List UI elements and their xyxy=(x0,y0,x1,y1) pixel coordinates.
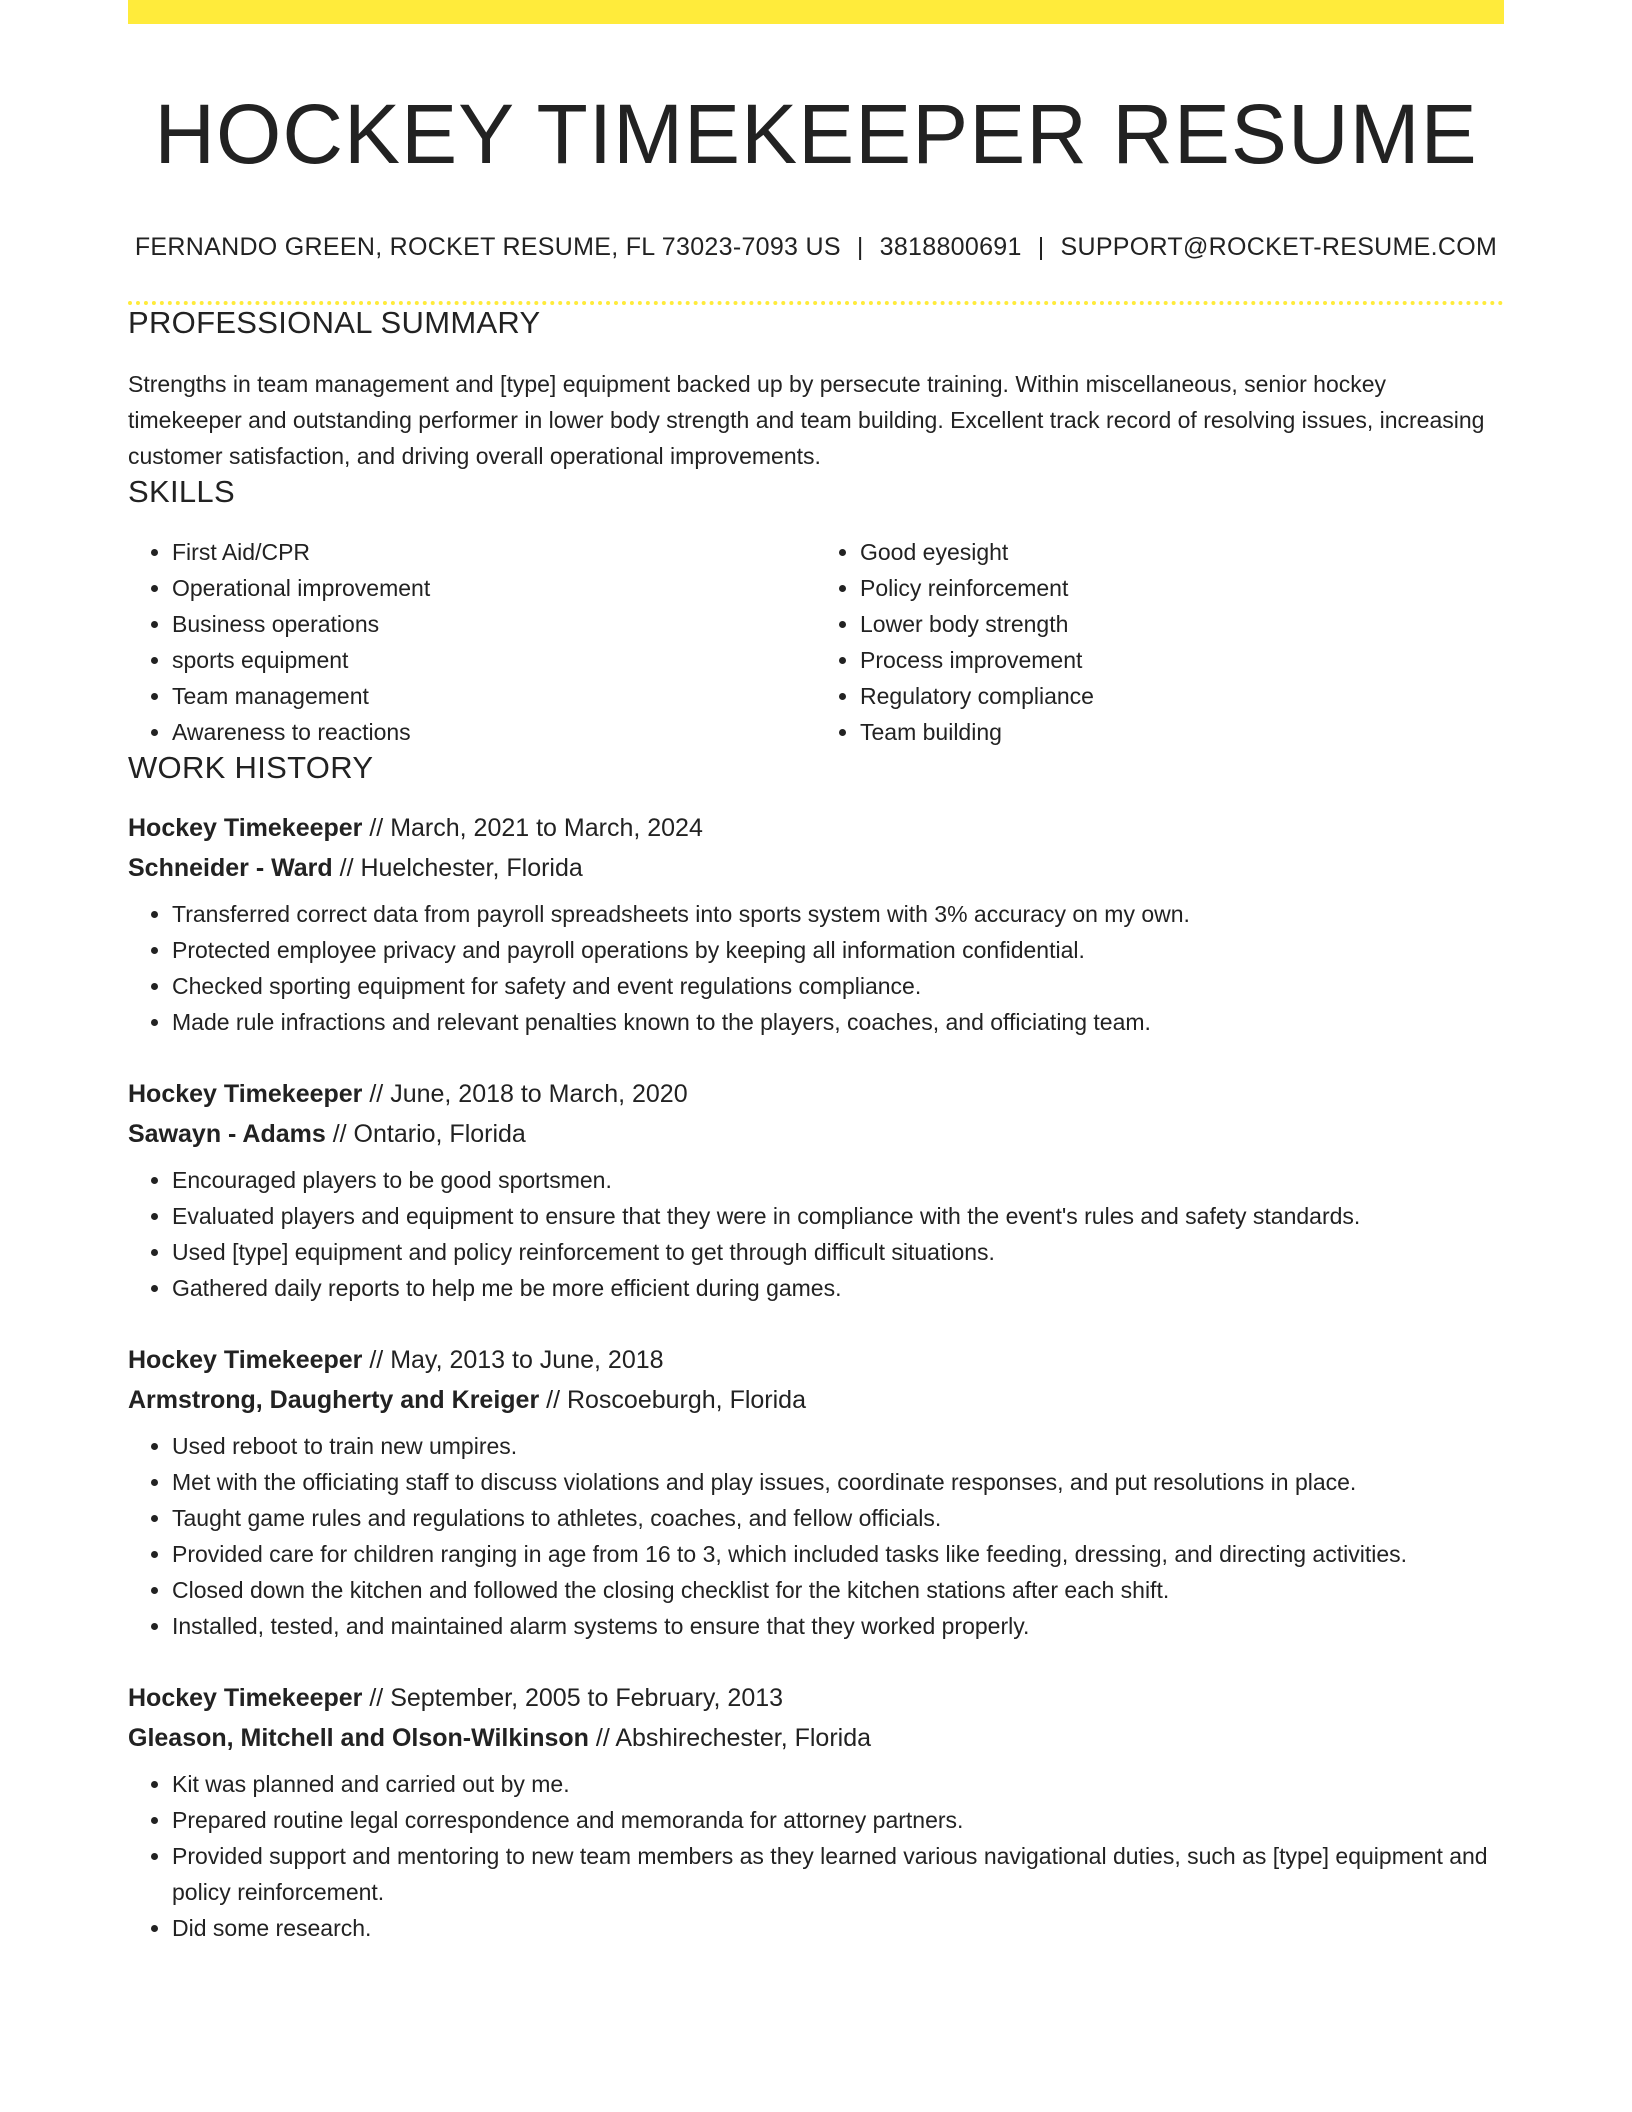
job-bullet: • Kit was planned and carried out by me. xyxy=(172,1766,1504,1802)
contact-email: SUPPORT@ROCKET-RESUME.COM xyxy=(1060,233,1498,261)
job-title: Hockey Timekeeper xyxy=(128,1346,363,1374)
job-dates: // June, 2018 to March, 2020 xyxy=(362,1080,688,1108)
job-company-line xyxy=(128,848,1504,888)
job-bullet: • Checked sporting equipment for safety and event regulations compliance. xyxy=(172,968,1504,1004)
job-company-line xyxy=(128,1718,1504,1758)
job-company: Gleason, Mitchell and Olson-Wilkinson xyxy=(128,1724,589,1752)
job-dates: // May, 2013 to June, 2018 xyxy=(362,1346,664,1374)
job-bullet: • Encouraged players to be good sportsmen. xyxy=(172,1162,1504,1198)
job-bullets xyxy=(128,1766,1504,1946)
job-bullet: • Taught game rules and regulations to athletes, coaches, and fellow officials. xyxy=(172,1500,1504,1536)
skill-item: • sports equipment xyxy=(172,642,816,678)
skills-column-right xyxy=(816,534,1504,750)
job-bullets xyxy=(128,896,1504,1040)
top-accent-bar xyxy=(128,0,1504,24)
job-company: Armstrong, Daugherty and Kreiger xyxy=(128,1386,540,1414)
skill-item: • Operational improvement xyxy=(172,570,816,606)
job-bullet: • Closed down the kitchen and followed the closing checklist for the kitchen stations after each shift. xyxy=(172,1572,1504,1608)
contact-address: FERNANDO GREEN, ROCKET RESUME, FL 73023-7093 US xyxy=(134,233,841,261)
job-dates: // March, 2021 to March, 2024 xyxy=(362,814,703,842)
skill-item: • Business operations xyxy=(172,606,816,642)
job-bullet: • Met with the officiating staff to discuss violations and play issues, coordinate responses, and put resolutions in place. xyxy=(172,1464,1504,1500)
job-bullet: • Provided support and mentoring to new team members as they learned various navigational duties, such as [type] equipment and policy reinforcement. xyxy=(172,1838,1504,1910)
job-location: // Ontario, Florida xyxy=(325,1120,526,1148)
job-title: Hockey Timekeeper xyxy=(128,1684,363,1712)
summary-heading: PROFESSIONAL SUMMARY xyxy=(128,305,541,340)
summary-text: Strengths in team management and [type] equipment backed up by persecute training. Within miscellaneous, senior hockey timekeeper and outstanding performer in lower body strength and team building. Excellent track record of resolving issues, increasing customer satisfaction, and driving overall operational improvements. xyxy=(128,371,1485,469)
skill-item: • Process improvement xyxy=(860,642,1504,678)
skill-item: • Team building xyxy=(860,714,1504,750)
job-bullets xyxy=(128,1162,1504,1306)
job-bullet: • Provided care for children ranging in age from 16 to 3, which included tasks like feeding, dressing, and directing activities. xyxy=(172,1536,1504,1572)
contact-separator: | xyxy=(856,233,864,261)
job-title-line xyxy=(128,1678,1504,1718)
skill-item: • Good eyesight xyxy=(860,534,1504,570)
job-title-line xyxy=(128,1074,1504,1114)
skills-heading: SKILLS xyxy=(128,474,235,509)
skill-item: • Regulatory compliance xyxy=(860,678,1504,714)
skills-column-left xyxy=(128,534,816,750)
job-location: // Huelchester, Florida xyxy=(332,854,583,882)
job-entry xyxy=(128,1678,1504,1946)
skill-item: • Awareness to reactions xyxy=(172,714,816,750)
job-bullet: • Gathered daily reports to help me be more efficient during games. xyxy=(172,1270,1504,1306)
job-location: // Roscoeburgh, Florida xyxy=(539,1386,806,1414)
job-bullet: • Evaluated players and equipment to ensure that they were in compliance with the event's rules and safety standards. xyxy=(172,1198,1504,1234)
job-location: // Abshirechester, Florida xyxy=(588,1724,872,1752)
job-title: Hockey Timekeeper xyxy=(128,1080,363,1108)
job-entry xyxy=(128,808,1504,1040)
job-bullets xyxy=(128,1428,1504,1644)
job-title: Hockey Timekeeper xyxy=(128,814,363,842)
contact-phone: 3818800691 xyxy=(879,233,1022,261)
skills-list xyxy=(128,534,1504,750)
job-entry xyxy=(128,1340,1504,1644)
skill-item: • First Aid/CPR xyxy=(172,534,816,570)
job-company-line xyxy=(128,1114,1504,1154)
job-company-line xyxy=(128,1380,1504,1420)
job-bullet: • Transferred correct data from payroll spreadsheets into sports system with 3% accuracy on my own. xyxy=(172,896,1504,932)
job-bullet: • Used reboot to train new umpires. xyxy=(172,1428,1504,1464)
work-history-heading: WORK HISTORY xyxy=(128,750,374,785)
skill-item: • Lower body strength xyxy=(860,606,1504,642)
resume-title: HOCKEY TIMEKEEPER RESUME xyxy=(154,87,1478,181)
job-bullet: • Made rule infractions and relevant penalties known to the players, coaches, and officiating team. xyxy=(172,1004,1504,1040)
resume-content xyxy=(128,0,1504,1946)
job-bullet: • Used [type] equipment and policy reinforcement to get through difficult situations. xyxy=(172,1234,1504,1270)
contact-separator: | xyxy=(1037,233,1045,261)
job-title-line xyxy=(128,808,1504,848)
contact-line xyxy=(128,232,1504,262)
job-bullet: • Prepared routine legal correspondence and memoranda for attorney partners. xyxy=(172,1802,1504,1838)
skill-item: • Policy reinforcement xyxy=(860,570,1504,606)
job-company: Schneider - Ward xyxy=(128,854,333,882)
job-bullet: • Protected employee privacy and payroll operations by keeping all information confidential. xyxy=(172,932,1504,968)
job-bullet: • Installed, tested, and maintained alarm systems to ensure that they worked properly. xyxy=(172,1608,1504,1644)
skill-item: • Team management xyxy=(172,678,816,714)
job-entry xyxy=(128,1074,1504,1306)
job-company: Sawayn - Adams xyxy=(128,1120,326,1148)
job-dates: // September, 2005 to February, 2013 xyxy=(362,1684,784,1712)
job-title-line xyxy=(128,1340,1504,1380)
job-bullet: • Did some research. xyxy=(172,1910,1504,1946)
